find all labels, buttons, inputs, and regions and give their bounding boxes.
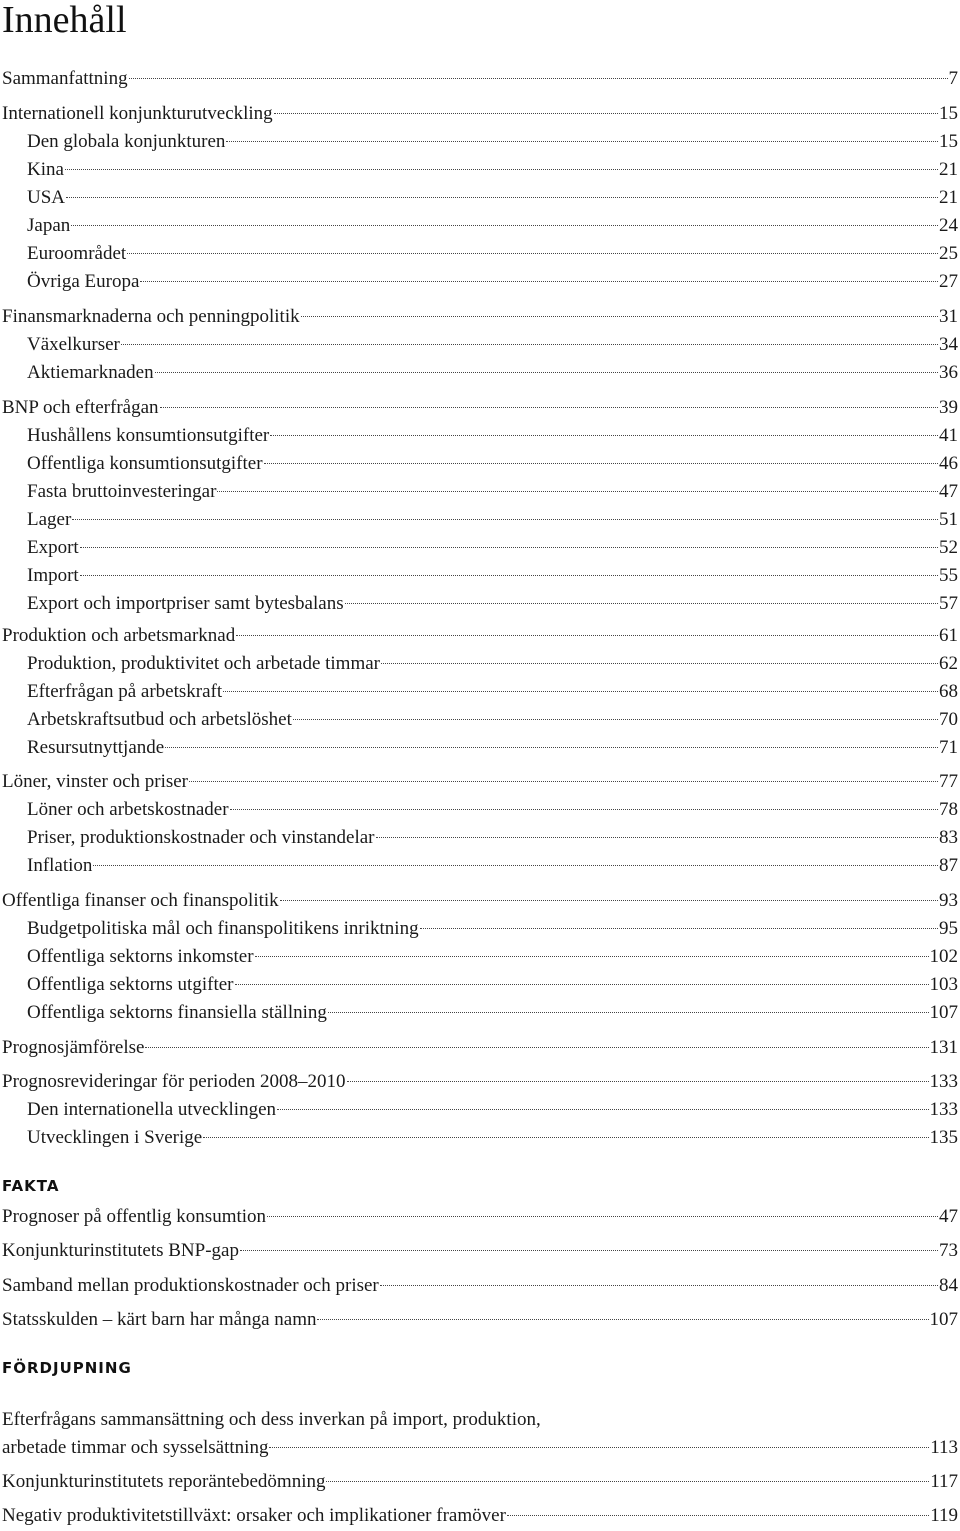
dot-leader	[255, 956, 929, 957]
dot-leader	[230, 809, 938, 810]
toc-entry-page-number: 47	[939, 1206, 958, 1227]
toc-entry-label: Offentliga finanser och finanspolitik	[2, 890, 279, 911]
toc-entry[interactable]	[2, 395, 958, 421]
toc-subentry[interactable]	[27, 797, 958, 823]
dot-leader	[236, 635, 938, 636]
dot-leader	[270, 435, 938, 436]
toc-entry-page-number: 135	[929, 1127, 958, 1148]
toc-entry-label: Prognoser på offentlig konsumtion	[2, 1206, 267, 1227]
dot-leader	[345, 603, 938, 604]
toc-entry-label: Import	[27, 565, 79, 586]
toc-subentry[interactable]	[27, 591, 958, 617]
toc-entry-label: Sammanfattning	[2, 68, 128, 89]
toc-subentry[interactable]	[27, 707, 958, 733]
toc-entry-page-number: 47	[939, 481, 958, 502]
toc-entry-label: Växelkurser	[27, 334, 120, 355]
toc-entry-page-number: 57	[939, 593, 958, 614]
toc-entry-page-number: 27	[939, 271, 958, 292]
toc-entry-label: Arbetskraftsutbud och arbetslöshet	[27, 709, 292, 730]
toc-entry-label: Löner och arbetskostnader	[27, 799, 229, 820]
toc-subentry[interactable]	[27, 507, 958, 533]
toc-entry[interactable]	[2, 101, 958, 127]
dot-leader	[267, 1216, 938, 1217]
dot-leader	[80, 575, 938, 576]
toc-entry-label: Offentliga konsumtionsutgifter	[27, 453, 263, 474]
toc-entry-label: Offentliga sektorns inkomster	[27, 946, 254, 967]
toc-subentry[interactable]	[27, 157, 958, 183]
dot-leader	[280, 900, 938, 901]
toc-entry-label: Export	[27, 537, 79, 558]
toc-entry-label: Kina	[27, 159, 64, 180]
dot-leader	[326, 1481, 929, 1482]
toc-entry-page-number: 70	[939, 709, 958, 730]
toc-entry-label: Budgetpolitiska mål och finanspolitikens inriktning	[27, 918, 419, 939]
toc-entry-label: Konjunkturinstitutets BNP-gap	[2, 1240, 239, 1261]
toc-entry-page-number: 131	[929, 1037, 958, 1058]
toc-entry-page-number: 15	[939, 131, 958, 152]
toc-entry-label: Efterfrågan på arbetskraft	[27, 681, 223, 702]
toc-entry-page-number: 21	[939, 159, 958, 180]
toc-entry-label: Prognosrevideringar för perioden 2008–2010	[2, 1071, 346, 1092]
toc-entry-page-number: 39	[939, 397, 958, 418]
toc-entry-page-number: 68	[939, 681, 958, 702]
dot-leader	[189, 781, 938, 782]
toc-entry-label: Inflation	[27, 855, 93, 876]
toc-entry-label: Finansmarknaderna och penningpolitik	[2, 306, 300, 327]
fordjupning-entry-first-line[interactable]: Efterfrågans sammansättning och dess inverkan på import, produktion,	[2, 1409, 541, 1430]
toc-entry-label: Negativ produktivitetstillväxt: orsaker och implikationer framöver	[2, 1505, 506, 1526]
dot-leader	[277, 1109, 928, 1110]
dot-leader	[347, 1081, 929, 1082]
toc-entry-page-number: 62	[939, 653, 958, 674]
toc-entry-page-number: 103	[929, 974, 958, 995]
toc-entry[interactable]	[2, 66, 958, 92]
toc-subentry[interactable]	[27, 916, 958, 942]
toc-entry-page-number: 107	[929, 1002, 958, 1023]
dot-leader	[226, 141, 938, 142]
dot-leader	[381, 663, 938, 664]
toc-entry-page-number: 119	[930, 1505, 958, 1526]
toc-entry-page-number: 41	[939, 425, 958, 446]
toc-subentry[interactable]	[27, 332, 958, 358]
dot-leader	[65, 169, 938, 170]
toc-entry-label: Priser, produktionskostnader och vinstandelar	[27, 827, 375, 848]
toc-entry-label: Löner, vinster och priser	[2, 771, 189, 792]
dot-leader	[72, 519, 938, 520]
toc-entry-page-number: 113	[930, 1437, 958, 1458]
dot-leader	[217, 491, 938, 492]
toc-subentry[interactable]	[27, 944, 958, 970]
toc-entry-label: Offentliga sektorns finansiella ställning	[27, 1002, 327, 1023]
toc-entry-label: BNP och efterfrågan	[2, 397, 159, 418]
toc-subentry[interactable]	[27, 535, 958, 561]
dot-leader	[121, 344, 938, 345]
toc-entry-page-number: 77	[939, 771, 958, 792]
toc-entry-label: USA	[27, 187, 66, 208]
toc-subentry[interactable]	[27, 451, 958, 477]
toc-subentry[interactable]	[27, 129, 958, 155]
toc-subentry[interactable]	[27, 423, 958, 449]
toc-entry-label: Offentliga sektorns utgifter	[27, 974, 234, 995]
dot-leader	[317, 1319, 928, 1320]
toc-entry-page-number: 71	[939, 737, 958, 758]
toc-entry-page-number: 46	[939, 453, 958, 474]
toc-entry-page-number: 55	[939, 565, 958, 586]
toc-subentry[interactable]	[27, 479, 958, 505]
toc-entry-label: Resursutnyttjande	[27, 737, 165, 758]
toc-entry-label: Hushållens konsumtionsutgifter	[27, 425, 270, 446]
toc-entry[interactable]	[2, 888, 958, 914]
fakta-entry[interactable]	[2, 1273, 958, 1299]
toc-entry[interactable]	[2, 623, 958, 649]
dot-leader	[293, 719, 938, 720]
dot-leader	[145, 1047, 928, 1048]
dot-leader	[93, 865, 938, 866]
toc-subentry[interactable]	[27, 360, 958, 386]
toc-subentry[interactable]	[27, 972, 958, 998]
toc-entry-page-number: 102	[929, 946, 958, 967]
dot-leader	[71, 225, 938, 226]
toc-entry-label: arbetade timmar och sysselsättning	[2, 1437, 269, 1458]
toc-entry-label: Lager	[27, 509, 72, 530]
toc-subentry[interactable]	[27, 651, 958, 677]
toc-entry-page-number: 21	[939, 187, 958, 208]
toc-entry[interactable]	[2, 769, 958, 795]
dot-leader	[269, 1447, 929, 1448]
toc-entry[interactable]	[2, 1035, 958, 1061]
fordjupning-entry[interactable]	[2, 1469, 958, 1495]
toc-entry-page-number: 52	[939, 537, 958, 558]
toc-entry-label: Internationell konjunkturutveckling	[2, 103, 273, 124]
toc-entry-page-number: 87	[939, 855, 958, 876]
toc-entry-page-number: 31	[939, 306, 958, 327]
dot-leader	[66, 197, 938, 198]
fakta-entry[interactable]	[2, 1204, 958, 1230]
toc-entry-label: Den internationella utvecklingen	[27, 1099, 277, 1120]
toc-subentry[interactable]	[27, 213, 958, 239]
dot-leader	[160, 407, 938, 408]
dot-leader	[127, 253, 938, 254]
dot-leader	[240, 1250, 938, 1251]
page-title: Innehåll	[2, 0, 127, 41]
toc-entry-page-number: 24	[939, 215, 958, 236]
toc-entry-page-number: 107	[929, 1309, 958, 1330]
dot-leader	[203, 1137, 928, 1138]
toc-entry-page-number: 15	[939, 103, 958, 124]
toc-entry[interactable]	[2, 304, 958, 330]
toc-subentry[interactable]	[27, 735, 958, 761]
toc-subentry[interactable]	[27, 241, 958, 267]
fordjupning-heading: FÖRDJUPNING	[2, 1359, 132, 1377]
toc-entry-page-number: 25	[939, 243, 958, 264]
toc-entry-page-number: 95	[939, 918, 958, 939]
toc-entry-page-number: 51	[939, 509, 958, 530]
toc-entry-label: Prognosjämförelse	[2, 1037, 145, 1058]
toc-entry-label: Samband mellan produktionskostnader och priser	[2, 1275, 379, 1296]
dot-leader	[420, 928, 938, 929]
dot-leader	[129, 78, 948, 79]
toc-entry-page-number: 7	[948, 68, 958, 89]
toc-entry[interactable]	[2, 1069, 958, 1095]
dot-leader	[235, 984, 929, 985]
toc-subentry[interactable]	[27, 185, 958, 211]
toc-entry-page-number: 83	[939, 827, 958, 848]
toc-entry-page-number: 133	[929, 1099, 958, 1120]
toc-subentry[interactable]	[27, 1000, 958, 1026]
toc-subentry[interactable]	[27, 679, 958, 705]
toc-entry-label: Aktiemarknaden	[27, 362, 154, 383]
toc-entry-label: Japan	[27, 215, 71, 236]
toc-entry-page-number: 36	[939, 362, 958, 383]
toc-entry-label: Konjunkturinstitutets reporäntebedömning	[2, 1471, 326, 1492]
toc-entry-page-number: 34	[939, 334, 958, 355]
toc-entry-page-number: 73	[939, 1240, 958, 1261]
toc-entry-page-number: 78	[939, 799, 958, 820]
toc-entry-page-number: 117	[930, 1471, 958, 1492]
toc-entry-label: Utvecklingen i Sverige	[27, 1127, 203, 1148]
dot-leader	[264, 463, 938, 464]
dot-leader	[223, 691, 938, 692]
toc-subentry[interactable]	[27, 1125, 958, 1151]
toc-entry-label: Fasta bruttoinvesteringar	[27, 481, 217, 502]
fordjupning-entry[interactable]	[2, 1435, 958, 1461]
dot-leader	[380, 1285, 938, 1286]
dot-leader	[328, 1012, 929, 1013]
dot-leader	[80, 547, 938, 548]
toc-entry-label: Produktion, produktivitet och arbetade timmar	[27, 653, 381, 674]
toc-entry-label: Statsskulden – kärt barn har många namn	[2, 1309, 317, 1330]
toc-entry-label: Export och importpriser samt bytesbalans	[27, 593, 344, 614]
toc-entry-label: Produktion och arbetsmarknad	[2, 625, 236, 646]
toc-subentry[interactable]	[27, 825, 958, 851]
toc-subentry[interactable]	[27, 563, 958, 589]
toc-subentry[interactable]	[27, 853, 958, 879]
toc-entry-page-number: 93	[939, 890, 958, 911]
toc-entry-page-number: 133	[929, 1071, 958, 1092]
toc-entry-page-number: 61	[939, 625, 958, 646]
fordjupning-entry[interactable]	[2, 1503, 958, 1529]
dot-leader	[507, 1515, 929, 1516]
dot-leader	[301, 316, 938, 317]
toc-subentry[interactable]	[27, 1097, 958, 1123]
toc-entry-page-number: 84	[939, 1275, 958, 1296]
dot-leader	[274, 113, 938, 114]
fakta-entry[interactable]	[2, 1238, 958, 1264]
dot-leader	[155, 372, 938, 373]
dot-leader	[376, 837, 938, 838]
toc-entry-label: Den globala konjunkturen	[27, 131, 226, 152]
fakta-entry[interactable]	[2, 1307, 958, 1333]
fakta-heading: FAKTA	[2, 1177, 60, 1195]
dot-leader	[165, 747, 938, 748]
toc-entry-label: Euroområdet	[27, 243, 127, 264]
toc-entry-label: Övriga Europa	[27, 271, 140, 292]
toc-subentry[interactable]	[27, 269, 958, 295]
dot-leader	[140, 281, 938, 282]
